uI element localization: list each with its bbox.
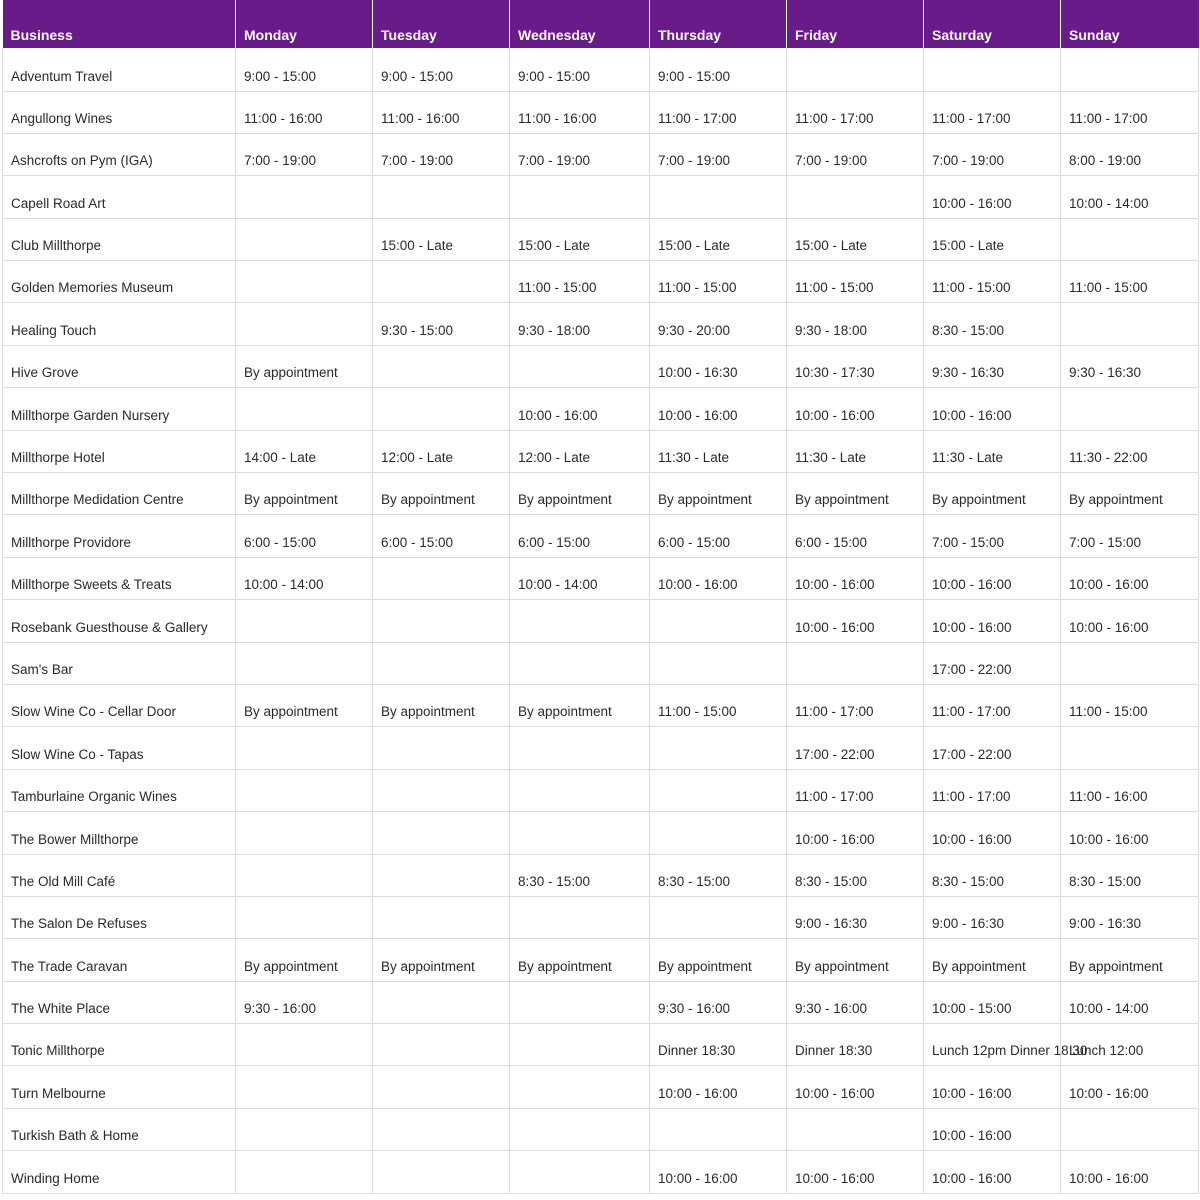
saturday-hours-cell: 17:00 - 22:00	[924, 727, 1061, 769]
thursday-hours-cell: 10:00 - 16:30	[650, 345, 787, 387]
sunday-hours-cell	[1061, 727, 1199, 769]
wednesday-hours-cell: 11:00 - 16:00	[510, 91, 650, 133]
saturday-hours-cell: 11:00 - 15:00	[924, 261, 1061, 303]
thursday-hours-cell: 11:00 - 15:00	[650, 684, 787, 726]
table-row	[3, 430, 1199, 472]
wednesday-hours-cell	[510, 642, 650, 684]
business-name-cell: Club Millthorpe	[3, 218, 236, 260]
tuesday-hours-cell	[373, 727, 510, 769]
sunday-hours-cell	[1061, 1108, 1199, 1150]
wednesday-hours-cell	[510, 812, 650, 854]
business-name-cell: Slow Wine Co - Cellar Door	[3, 684, 236, 726]
monday-hours-cell: 6:00 - 15:00	[236, 515, 373, 557]
monday-hours-cell: By appointment	[236, 939, 373, 981]
monday-hours-cell: 7:00 - 19:00	[236, 133, 373, 175]
saturday-hours-cell: 8:30 - 15:00	[924, 303, 1061, 345]
business-name-cell: Healing Touch	[3, 303, 236, 345]
wednesday-hours-cell: 7:00 - 19:00	[510, 133, 650, 175]
wednesday-hours-cell: 9:00 - 15:00	[510, 48, 650, 91]
sunday-hours-cell: 9:30 - 16:30	[1061, 345, 1199, 387]
wednesday-hours-cell: 10:00 - 16:00	[510, 388, 650, 430]
thursday-hours-cell: 9:00 - 15:00	[650, 48, 787, 91]
header-thursday: Thursday	[650, 0, 787, 48]
table-row	[3, 345, 1199, 387]
friday-hours-cell: 10:00 - 16:00	[787, 600, 924, 642]
monday-hours-cell	[236, 1024, 373, 1066]
table-row	[3, 133, 1199, 175]
header-wednesday: Wednesday	[510, 0, 650, 48]
opening-hours-table	[2, 0, 1199, 1194]
wednesday-hours-cell	[510, 727, 650, 769]
monday-hours-cell: 9:30 - 16:00	[236, 981, 373, 1023]
monday-hours-cell	[236, 896, 373, 938]
thursday-hours-cell	[650, 812, 787, 854]
friday-hours-cell: 11:30 - Late	[787, 430, 924, 472]
sunday-hours-cell: 11:00 - 17:00	[1061, 91, 1199, 133]
tuesday-hours-cell	[373, 642, 510, 684]
tuesday-hours-cell: 6:00 - 15:00	[373, 515, 510, 557]
friday-hours-cell: 11:00 - 17:00	[787, 684, 924, 726]
sunday-hours-cell: 10:00 - 16:00	[1061, 812, 1199, 854]
saturday-hours-cell: 10:00 - 16:00	[924, 557, 1061, 599]
monday-hours-cell: 11:00 - 16:00	[236, 91, 373, 133]
thursday-hours-cell: 6:00 - 15:00	[650, 515, 787, 557]
thursday-hours-cell: By appointment	[650, 939, 787, 981]
thursday-hours-cell	[650, 727, 787, 769]
tuesday-hours-cell	[373, 854, 510, 896]
friday-hours-cell: 11:00 - 15:00	[787, 261, 924, 303]
tuesday-hours-cell: 11:00 - 16:00	[373, 91, 510, 133]
thursday-hours-cell: By appointment	[650, 473, 787, 515]
thursday-hours-cell	[650, 896, 787, 938]
wednesday-hours-cell	[510, 769, 650, 811]
thursday-hours-cell: 15:00 - Late	[650, 218, 787, 260]
saturday-hours-cell: By appointment	[924, 473, 1061, 515]
friday-hours-cell: 7:00 - 19:00	[787, 133, 924, 175]
monday-hours-cell	[236, 176, 373, 218]
monday-hours-cell: 14:00 - Late	[236, 430, 373, 472]
tuesday-hours-cell	[373, 600, 510, 642]
saturday-hours-cell: 11:00 - 17:00	[924, 684, 1061, 726]
business-name-cell: Millthorpe Sweets & Treats	[3, 557, 236, 599]
wednesday-hours-cell	[510, 345, 650, 387]
saturday-hours-cell: 10:00 - 16:00	[924, 176, 1061, 218]
sunday-hours-cell: 8:00 - 19:00	[1061, 133, 1199, 175]
saturday-hours-cell: 10:00 - 16:00	[924, 1151, 1061, 1193]
sunday-hours-cell: 10:00 - 16:00	[1061, 600, 1199, 642]
table-row	[3, 1066, 1199, 1108]
tuesday-hours-cell	[373, 1108, 510, 1150]
wednesday-hours-cell	[510, 176, 650, 218]
tuesday-hours-cell	[373, 769, 510, 811]
wednesday-hours-cell: 15:00 - Late	[510, 218, 650, 260]
friday-hours-cell: 10:00 - 16:00	[787, 1066, 924, 1108]
table-row	[3, 473, 1199, 515]
business-name-cell: Millthorpe Medidation Centre	[3, 473, 236, 515]
wednesday-hours-cell	[510, 1151, 650, 1193]
tuesday-hours-cell	[373, 176, 510, 218]
sunday-hours-cell: 10:00 - 16:00	[1061, 1151, 1199, 1193]
sunday-hours-cell: 9:00 - 16:30	[1061, 896, 1199, 938]
wednesday-hours-cell: 11:00 - 15:00	[510, 261, 650, 303]
monday-hours-cell	[236, 1151, 373, 1193]
sunday-hours-cell: 7:00 - 15:00	[1061, 515, 1199, 557]
monday-hours-cell	[236, 854, 373, 896]
sunday-hours-cell	[1061, 388, 1199, 430]
saturday-hours-cell: 10:00 - 16:00	[924, 1066, 1061, 1108]
monday-hours-cell: 9:00 - 15:00	[236, 48, 373, 91]
saturday-hours-cell: 10:00 - 16:00	[924, 388, 1061, 430]
tuesday-hours-cell	[373, 1151, 510, 1193]
thursday-hours-cell: 10:00 - 16:00	[650, 557, 787, 599]
business-name-cell: The Bower Millthorpe	[3, 812, 236, 854]
friday-hours-cell: Dinner 18:30	[787, 1024, 924, 1066]
friday-hours-cell	[787, 176, 924, 218]
table-row	[3, 896, 1199, 938]
friday-hours-cell: 10:00 - 16:00	[787, 557, 924, 599]
wednesday-hours-cell: By appointment	[510, 473, 650, 515]
thursday-hours-cell: 11:00 - 17:00	[650, 91, 787, 133]
table-row	[3, 642, 1199, 684]
thursday-hours-cell: 7:00 - 19:00	[650, 133, 787, 175]
friday-hours-cell: By appointment	[787, 939, 924, 981]
saturday-hours-cell: 11:30 - Late	[924, 430, 1061, 472]
business-name-cell: The Trade Caravan	[3, 939, 236, 981]
monday-hours-cell	[236, 1108, 373, 1150]
thursday-hours-cell: 10:00 - 16:00	[650, 388, 787, 430]
monday-hours-cell	[236, 388, 373, 430]
wednesday-hours-cell	[510, 896, 650, 938]
header-friday: Friday	[787, 0, 924, 48]
header-monday: Monday	[236, 0, 373, 48]
thursday-hours-cell	[650, 1108, 787, 1150]
saturday-hours-cell: 10:00 - 16:00	[924, 600, 1061, 642]
business-name-cell: Winding Home	[3, 1151, 236, 1193]
thursday-hours-cell: 9:30 - 20:00	[650, 303, 787, 345]
tuesday-hours-cell: 9:30 - 15:00	[373, 303, 510, 345]
tuesday-hours-cell: 15:00 - Late	[373, 218, 510, 260]
friday-hours-cell: 15:00 - Late	[787, 218, 924, 260]
table-row	[3, 176, 1199, 218]
friday-hours-cell: 10:00 - 16:00	[787, 388, 924, 430]
friday-hours-cell	[787, 48, 924, 91]
tuesday-hours-cell	[373, 1066, 510, 1108]
monday-hours-cell	[236, 218, 373, 260]
table-row	[3, 303, 1199, 345]
friday-hours-cell	[787, 642, 924, 684]
wednesday-hours-cell: 8:30 - 15:00	[510, 854, 650, 896]
business-name-cell: Capell Road Art	[3, 176, 236, 218]
table-row	[3, 557, 1199, 599]
monday-hours-cell	[236, 303, 373, 345]
business-name-cell: Slow Wine Co - Tapas	[3, 727, 236, 769]
saturday-hours-cell: 11:00 - 17:00	[924, 769, 1061, 811]
friday-hours-cell: 9:30 - 18:00	[787, 303, 924, 345]
tuesday-hours-cell: 12:00 - Late	[373, 430, 510, 472]
thursday-hours-cell	[650, 642, 787, 684]
monday-hours-cell: By appointment	[236, 684, 373, 726]
table-row	[3, 515, 1199, 557]
saturday-hours-cell: 7:00 - 19:00	[924, 133, 1061, 175]
monday-hours-cell	[236, 727, 373, 769]
business-name-cell: The Salon De Refuses	[3, 896, 236, 938]
table-row	[3, 388, 1199, 430]
table-row	[3, 218, 1199, 260]
friday-hours-cell: 6:00 - 15:00	[787, 515, 924, 557]
thursday-hours-cell	[650, 176, 787, 218]
table-row	[3, 769, 1199, 811]
sunday-hours-cell: 11:30 - 22:00	[1061, 430, 1199, 472]
saturday-hours-cell: 10:00 - 15:00	[924, 981, 1061, 1023]
wednesday-hours-cell	[510, 981, 650, 1023]
wednesday-hours-cell: By appointment	[510, 684, 650, 726]
sunday-hours-cell: By appointment	[1061, 473, 1199, 515]
table-row	[3, 1151, 1199, 1193]
monday-hours-cell: By appointment	[236, 473, 373, 515]
sunday-hours-cell: 10:00 - 16:00	[1061, 557, 1199, 599]
business-name-cell: The Old Mill Café	[3, 854, 236, 896]
business-name-cell: The White Place	[3, 981, 236, 1023]
tuesday-hours-cell: By appointment	[373, 939, 510, 981]
wednesday-hours-cell	[510, 1024, 650, 1066]
business-name-cell: Golden Memories Museum	[3, 261, 236, 303]
saturday-hours-cell: By appointment	[924, 939, 1061, 981]
monday-hours-cell	[236, 769, 373, 811]
business-name-cell: Angullong Wines	[3, 91, 236, 133]
friday-hours-cell	[787, 1108, 924, 1150]
table-row	[3, 727, 1199, 769]
table-row	[3, 600, 1199, 642]
monday-hours-cell	[236, 642, 373, 684]
table-row	[3, 981, 1199, 1023]
thursday-hours-cell: Dinner 18:30	[650, 1024, 787, 1066]
table-row	[3, 939, 1199, 981]
table-row	[3, 854, 1199, 896]
table-body	[3, 48, 1199, 1193]
friday-hours-cell: 10:30 - 17:30	[787, 345, 924, 387]
saturday-hours-cell: 9:00 - 16:30	[924, 896, 1061, 938]
table-row	[3, 261, 1199, 303]
monday-hours-cell: By appointment	[236, 345, 373, 387]
wednesday-hours-cell	[510, 1066, 650, 1108]
saturday-hours-cell: Lunch 12pm Dinner 18:30	[924, 1024, 1061, 1066]
tuesday-hours-cell	[373, 1024, 510, 1066]
saturday-hours-cell: 9:30 - 16:30	[924, 345, 1061, 387]
wednesday-hours-cell	[510, 1108, 650, 1150]
table-header-row	[3, 0, 1199, 48]
tuesday-hours-cell	[373, 812, 510, 854]
tuesday-hours-cell	[373, 345, 510, 387]
tuesday-hours-cell: By appointment	[373, 684, 510, 726]
sunday-hours-cell: 8:30 - 15:00	[1061, 854, 1199, 896]
friday-hours-cell: By appointment	[787, 473, 924, 515]
business-name-cell: Millthorpe Hotel	[3, 430, 236, 472]
sunday-hours-cell	[1061, 642, 1199, 684]
thursday-hours-cell: 9:30 - 16:00	[650, 981, 787, 1023]
thursday-hours-cell	[650, 600, 787, 642]
monday-hours-cell	[236, 600, 373, 642]
table-row	[3, 48, 1199, 91]
business-name-cell: Ashcrofts on Pym (IGA)	[3, 133, 236, 175]
friday-hours-cell: 8:30 - 15:00	[787, 854, 924, 896]
business-name-cell: Tonic Millthorpe	[3, 1024, 236, 1066]
sunday-hours-cell	[1061, 218, 1199, 260]
sunday-hours-cell: 10:00 - 14:00	[1061, 176, 1199, 218]
sunday-hours-cell: 10:00 - 16:00	[1061, 1066, 1199, 1108]
wednesday-hours-cell: 6:00 - 15:00	[510, 515, 650, 557]
header-sunday: Sunday	[1061, 0, 1199, 48]
saturday-hours-cell	[924, 48, 1061, 91]
business-name-cell: Turkish Bath & Home	[3, 1108, 236, 1150]
sunday-hours-cell: By appointment	[1061, 939, 1199, 981]
sunday-hours-cell: 11:00 - 15:00	[1061, 261, 1199, 303]
friday-hours-cell: 10:00 - 16:00	[787, 812, 924, 854]
friday-hours-cell: 9:00 - 16:30	[787, 896, 924, 938]
friday-hours-cell: 10:00 - 16:00	[787, 1151, 924, 1193]
business-name-cell: Tamburlaine Organic Wines	[3, 769, 236, 811]
saturday-hours-cell: 11:00 - 17:00	[924, 91, 1061, 133]
table-row	[3, 684, 1199, 726]
saturday-hours-cell: 7:00 - 15:00	[924, 515, 1061, 557]
business-name-cell: Rosebank Guesthouse & Gallery	[3, 600, 236, 642]
thursday-hours-cell: 11:30 - Late	[650, 430, 787, 472]
business-name-cell: Sam's Bar	[3, 642, 236, 684]
sunday-hours-cell: 11:00 - 16:00	[1061, 769, 1199, 811]
saturday-hours-cell: 10:00 - 16:00	[924, 812, 1061, 854]
table-row	[3, 1108, 1199, 1150]
wednesday-hours-cell: By appointment	[510, 939, 650, 981]
header-tuesday: Tuesday	[373, 0, 510, 48]
thursday-hours-cell: 8:30 - 15:00	[650, 854, 787, 896]
wednesday-hours-cell	[510, 600, 650, 642]
friday-hours-cell: 11:00 - 17:00	[787, 769, 924, 811]
wednesday-hours-cell: 12:00 - Late	[510, 430, 650, 472]
header-saturday: Saturday	[924, 0, 1061, 48]
saturday-hours-cell: 8:30 - 15:00	[924, 854, 1061, 896]
table-row	[3, 1024, 1199, 1066]
tuesday-hours-cell	[373, 896, 510, 938]
monday-hours-cell	[236, 261, 373, 303]
header-business: Business	[3, 0, 236, 48]
sunday-hours-cell: 10:00 - 14:00	[1061, 981, 1199, 1023]
monday-hours-cell	[236, 812, 373, 854]
wednesday-hours-cell: 9:30 - 18:00	[510, 303, 650, 345]
saturday-hours-cell: 17:00 - 22:00	[924, 642, 1061, 684]
business-name-cell: Turn Melbourne	[3, 1066, 236, 1108]
sunday-hours-cell: Lunch 12:00	[1061, 1024, 1199, 1066]
monday-hours-cell	[236, 1066, 373, 1108]
friday-hours-cell: 11:00 - 17:00	[787, 91, 924, 133]
tuesday-hours-cell	[373, 557, 510, 599]
tuesday-hours-cell: 7:00 - 19:00	[373, 133, 510, 175]
tuesday-hours-cell: By appointment	[373, 473, 510, 515]
table-row	[3, 91, 1199, 133]
saturday-hours-cell: 10:00 - 16:00	[924, 1108, 1061, 1150]
tuesday-hours-cell: 9:00 - 15:00	[373, 48, 510, 91]
sunday-hours-cell: 11:00 - 15:00	[1061, 684, 1199, 726]
business-name-cell: Adventum Travel	[3, 48, 236, 91]
sunday-hours-cell	[1061, 48, 1199, 91]
thursday-hours-cell: 11:00 - 15:00	[650, 261, 787, 303]
friday-hours-cell: 17:00 - 22:00	[787, 727, 924, 769]
business-name-cell: Millthorpe Providore	[3, 515, 236, 557]
business-name-cell: Millthorpe Garden Nursery	[3, 388, 236, 430]
thursday-hours-cell: 10:00 - 16:00	[650, 1151, 787, 1193]
tuesday-hours-cell	[373, 388, 510, 430]
wednesday-hours-cell: 10:00 - 14:00	[510, 557, 650, 599]
friday-hours-cell: 9:30 - 16:00	[787, 981, 924, 1023]
monday-hours-cell: 10:00 - 14:00	[236, 557, 373, 599]
thursday-hours-cell	[650, 769, 787, 811]
thursday-hours-cell: 10:00 - 16:00	[650, 1066, 787, 1108]
table-row	[3, 812, 1199, 854]
saturday-hours-cell: 15:00 - Late	[924, 218, 1061, 260]
business-name-cell: Hive Grove	[3, 345, 236, 387]
sunday-hours-cell	[1061, 303, 1199, 345]
tuesday-hours-cell	[373, 261, 510, 303]
tuesday-hours-cell	[373, 981, 510, 1023]
